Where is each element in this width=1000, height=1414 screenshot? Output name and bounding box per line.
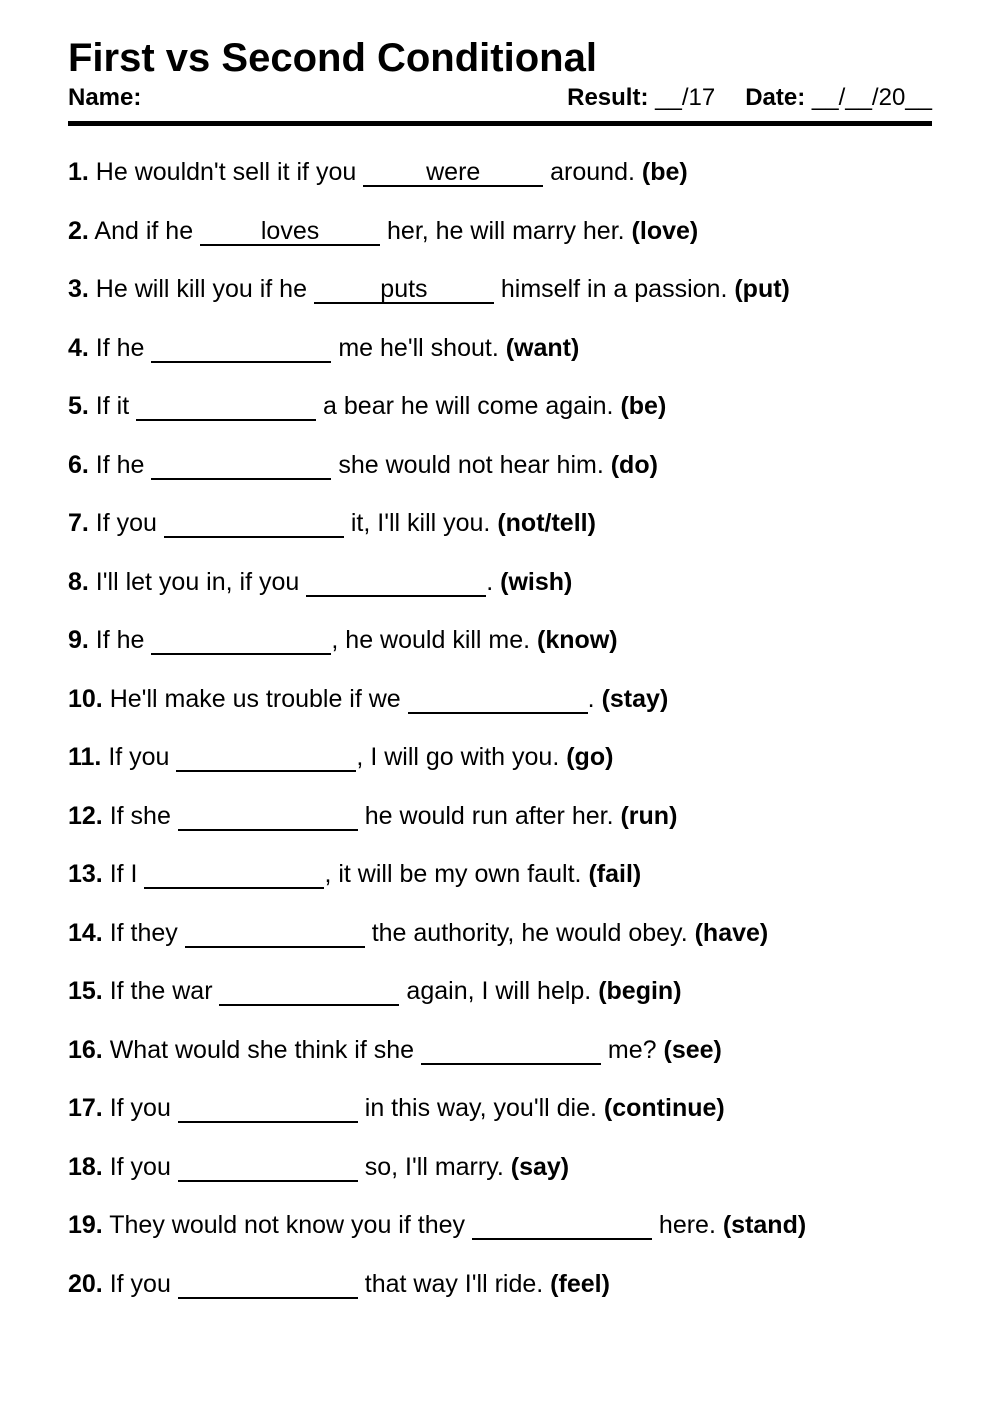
question-row [68, 684, 932, 714]
answer-blank[interactable] [151, 336, 331, 363]
answer-text: were [426, 158, 481, 186]
question-text-after: , it will be my own fault. [324, 860, 589, 888]
meta-right [567, 84, 932, 112]
verb-hint: (put) [734, 275, 790, 303]
question-text-after: it, I'll kill you. [343, 509, 498, 537]
question-text-after: she would not hear him. [331, 450, 611, 479]
answer-text [508, 1036, 515, 1064]
answer-text [263, 743, 270, 771]
verb-hint: (stay) [601, 684, 669, 713]
question-number: 3. [68, 275, 89, 303]
question-row [68, 625, 932, 655]
question-text-after: around. [543, 158, 642, 186]
question-number: 16. [68, 1035, 103, 1064]
verb-hint: (love) [631, 216, 699, 245]
question-text-after: the authority, he would obey. [364, 918, 695, 947]
answer-blank[interactable] [151, 628, 331, 655]
question-number: 15. [68, 977, 103, 1005]
verb-hint: (begin) [598, 977, 682, 1005]
verb-hint: (have) [694, 918, 769, 947]
page-title: First vs Second Conditional [68, 36, 597, 80]
verb-hint: (go) [566, 743, 614, 771]
question-number: 12. [68, 801, 103, 830]
question-text-after: , he would kill me. [331, 626, 538, 654]
answer-text [264, 1094, 271, 1122]
question-row [68, 1269, 932, 1299]
question-row [68, 567, 932, 597]
question-number: 13. [68, 860, 103, 888]
verb-hint: (continue) [603, 1094, 725, 1122]
meta-row [68, 84, 932, 112]
question-text-after: he would run after her. [357, 801, 621, 830]
verb-hint: (feel) [550, 1269, 610, 1298]
question-text-before: And if he [88, 216, 201, 245]
question-text-after: that way I'll ride. [357, 1269, 551, 1298]
question-number: 7. [68, 509, 89, 537]
answer-blank[interactable] [472, 1213, 652, 1240]
answer-text [393, 568, 400, 596]
question-text-after: so, I'll marry. [357, 1152, 511, 1181]
result-field [567, 84, 715, 112]
question-number: 4. [68, 333, 89, 362]
verb-hint: (be) [641, 158, 688, 186]
question-row [68, 333, 932, 363]
verb-hint: (stand) [722, 1211, 807, 1239]
answer-text [238, 626, 245, 654]
question-number: 17. [68, 1094, 103, 1122]
question-text-after: a bear he will come again. [316, 392, 621, 420]
answer-blank[interactable] [151, 453, 331, 480]
answer-text [558, 1211, 565, 1239]
question-text-before: If they [102, 918, 185, 947]
question-row [68, 157, 932, 187]
question-text-after: here. [651, 1211, 723, 1239]
verb-hint: (wish) [500, 567, 573, 596]
answer-blank[interactable] [363, 160, 543, 187]
answer-text: loves [260, 216, 320, 245]
answer-blank[interactable] [164, 511, 344, 538]
question-text-after: . [486, 567, 501, 596]
verb-hint: (fail) [588, 860, 642, 888]
result-label: Result: [567, 84, 649, 111]
question-text-after: himself in a passion. [493, 275, 735, 303]
answer-text [264, 1153, 271, 1181]
question-text-before: If you [101, 743, 177, 771]
question-text-before: If you [88, 509, 164, 537]
question-text-before: They would not know you if they [102, 1211, 472, 1239]
question-row [68, 976, 932, 1006]
question-number: 14. [68, 918, 103, 947]
question-text-before: If it [88, 392, 137, 420]
verb-hint: (say) [510, 1152, 570, 1181]
answer-blank[interactable] [306, 570, 486, 597]
question-text-before: If you [102, 1152, 178, 1181]
question-number: 11. [68, 743, 102, 771]
question-text-after: me? [600, 1035, 664, 1064]
question-row [68, 1093, 932, 1123]
question-row [68, 274, 932, 304]
question-text-before: He will kill you if he [88, 275, 314, 303]
question-row [68, 1152, 932, 1182]
answer-blank[interactable] [314, 277, 494, 304]
answer-blank[interactable] [185, 921, 365, 948]
question-text-before: If you [102, 1269, 178, 1298]
question-number: 10. [68, 684, 103, 713]
question-number: 18. [68, 1152, 103, 1181]
verb-hint: (do) [610, 450, 658, 479]
verb-hint: (be) [620, 392, 667, 420]
header-rule [68, 121, 932, 126]
question-text-before: I'll let you in, if you [88, 567, 307, 596]
question-text-after: me he'll shout. [331, 333, 506, 362]
result-value: __/17 [655, 84, 716, 111]
question-text-after: her, he will marry her. [380, 216, 632, 245]
question-text-after: , I will go with you. [356, 743, 567, 771]
question-row [68, 508, 932, 538]
answer-text: puts [380, 275, 428, 303]
answer-blank[interactable] [178, 1155, 358, 1182]
question-text-before: If he [88, 626, 152, 654]
question-text-before: If I [102, 860, 145, 888]
question-text-before: He'll make us trouble if we [102, 684, 408, 713]
answer-text [231, 860, 238, 888]
question-number: 1. [68, 158, 89, 186]
question-row [68, 1035, 932, 1065]
question-number: 9. [68, 626, 89, 654]
answer-blank[interactable] [219, 979, 399, 1006]
questions-list [68, 157, 932, 1299]
verb-hint: (run) [620, 801, 678, 830]
answer-text [306, 977, 313, 1005]
verb-hint: (not/tell) [497, 509, 596, 537]
question-text-before: He wouldn't sell it if you [88, 158, 364, 186]
question-text-before: If the war [102, 977, 220, 1005]
verb-hint: (see) [663, 1035, 722, 1064]
date-field [745, 84, 932, 112]
question-row [68, 918, 932, 948]
question-text-before: What would she think if she [102, 1035, 421, 1064]
question-text-before: If he [88, 450, 152, 479]
question-row [68, 859, 932, 889]
answer-text [264, 1270, 271, 1298]
answer-blank[interactable] [421, 1038, 601, 1065]
answer-text [271, 919, 278, 947]
question-row [68, 450, 932, 480]
question-text-after: . [587, 684, 602, 713]
answer-blank[interactable] [136, 394, 316, 421]
question-text-after: again, I will help. [399, 977, 599, 1005]
question-row [68, 801, 932, 831]
answer-text [250, 509, 257, 537]
question-row [68, 1210, 932, 1240]
answer-blank[interactable] [178, 1096, 358, 1123]
answer-text [264, 802, 271, 830]
question-number: 19. [68, 1211, 103, 1239]
answer-blank[interactable] [176, 745, 356, 772]
question-number: 6. [68, 450, 89, 479]
question-number: 5. [68, 392, 89, 420]
verb-hint: (know) [537, 626, 618, 654]
question-number: 20. [68, 1269, 103, 1298]
question-number: 2. [68, 216, 89, 245]
verb-hint: (want) [505, 333, 580, 362]
answer-blank[interactable] [178, 1272, 358, 1299]
question-row [68, 742, 932, 772]
question-row [68, 391, 932, 421]
answer-text [494, 685, 501, 713]
question-text-after: in this way, you'll die. [357, 1094, 604, 1122]
question-number: 8. [68, 567, 89, 596]
question-row [68, 216, 932, 246]
answer-text [238, 451, 245, 479]
name-label: Name: [68, 84, 142, 111]
date-label: Date: [745, 84, 806, 111]
date-value: __/__/20__ [811, 84, 932, 111]
question-text-before: If you [102, 1094, 178, 1122]
answer-blank[interactable] [178, 804, 358, 831]
answer-blank[interactable] [408, 687, 588, 714]
answer-text [223, 392, 230, 420]
question-text-before: If she [102, 801, 178, 830]
answer-text [238, 334, 245, 362]
answer-blank[interactable] [200, 216, 380, 246]
answer-blank[interactable] [144, 862, 324, 889]
question-text-before: If he [88, 333, 152, 362]
